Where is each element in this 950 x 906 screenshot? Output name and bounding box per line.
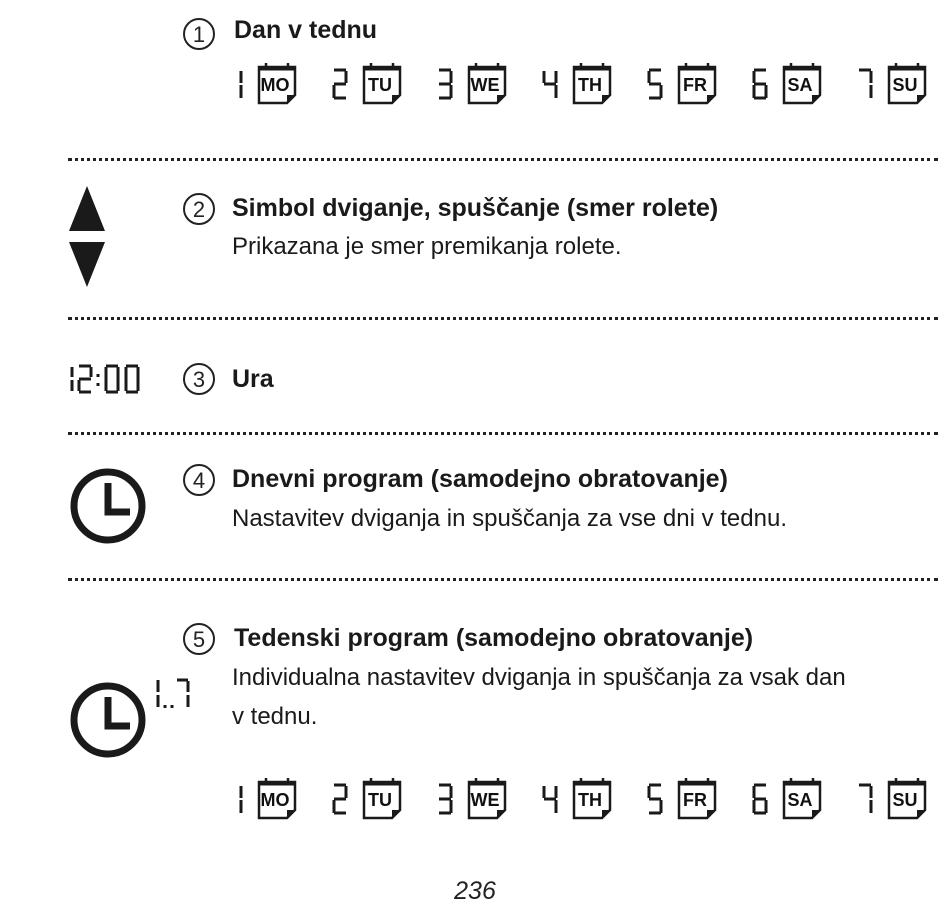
weekday-row-1	[225, 62, 940, 106]
calendar-icon-th	[572, 62, 614, 106]
section-number-4: 4	[183, 464, 215, 496]
calendar-icon-th	[572, 777, 614, 821]
day-label-sa: SA	[787, 75, 813, 95]
section-4-heading: Dnevni program (samodejno obratovanje)	[232, 465, 728, 493]
day-label-we: WE	[470, 75, 500, 95]
section-3-heading: Ura	[232, 365, 274, 393]
day-label-th: TH	[578, 75, 602, 95]
day-digit-1	[227, 68, 243, 100]
section-number-3: 3	[183, 363, 215, 395]
section-number-2: 2	[183, 193, 215, 225]
divider-2	[68, 317, 938, 320]
calendar-icon-we	[467, 777, 509, 821]
weekly-clock-icon	[68, 680, 148, 760]
calendar-icon-sa	[782, 62, 824, 106]
day-label-mo: MO	[260, 75, 290, 95]
day-label-sa: SA	[787, 790, 813, 810]
day-digit-1	[227, 783, 243, 815]
section-5-description-line-1: Individualna nastavitev dviganja in spuščanja za vsak dan	[232, 664, 846, 691]
day-label-mo: MO	[260, 790, 290, 810]
section-2-heading: Simbol dviganje, spuščanje (smer rolete)	[232, 194, 719, 222]
section-number-1: 1	[183, 18, 215, 50]
section-2-description: Prikazana je smer premikanja rolete.	[232, 233, 622, 260]
day-digit-2	[332, 68, 348, 100]
section-1-heading: Dan v tednu	[234, 16, 378, 44]
day-label-fr: FR	[683, 75, 707, 95]
clock-icon	[68, 466, 148, 546]
weekday-row-2	[225, 777, 940, 821]
day-label-su: SU	[892, 75, 918, 95]
day-label-we: WE	[470, 790, 500, 810]
day-digit-3	[437, 783, 453, 815]
day-range-display-icon	[153, 678, 191, 710]
day-label-fr: FR	[683, 790, 707, 810]
arrow-down-icon	[69, 242, 105, 287]
calendar-icon-su	[887, 777, 929, 821]
day-digit-6	[752, 68, 768, 100]
divider-1	[68, 158, 938, 161]
calendar-icon-sa	[782, 777, 824, 821]
day-digit-5	[647, 68, 663, 100]
day-label-su: SU	[892, 790, 918, 810]
section-number-5: 5	[183, 623, 215, 655]
section-5-heading: Tedenski program (samodejno obratovanje)	[234, 624, 754, 652]
calendar-icon-su	[887, 62, 929, 106]
calendar-icon-fr	[677, 777, 719, 821]
calendar-icon-tu	[362, 777, 404, 821]
day-digit-5	[647, 783, 663, 815]
section-4-description: Nastavitev dviganja in spuščanja za vse dni v tednu.	[232, 505, 787, 532]
arrow-up-icon	[69, 186, 105, 231]
divider-4	[68, 578, 938, 581]
day-digit-6	[752, 783, 768, 815]
calendar-icon-we	[467, 62, 509, 106]
up-down-arrows-icon	[68, 186, 106, 288]
day-digit-7	[857, 68, 873, 100]
day-digit-3	[437, 68, 453, 100]
day-digit-4	[542, 68, 558, 100]
clock-display-icon	[66, 364, 152, 394]
day-digit-4	[542, 783, 558, 815]
day-label-th: TH	[578, 790, 602, 810]
day-label-tu: TU	[368, 75, 392, 95]
divider-3	[68, 432, 938, 435]
day-label-tu: TU	[368, 790, 392, 810]
section-5-description-line-2: v tednu.	[232, 703, 318, 730]
day-digit-2	[332, 783, 348, 815]
calendar-icon-fr	[677, 62, 719, 106]
page-number: 236	[454, 877, 496, 905]
day-digit-7	[857, 783, 873, 815]
calendar-icon-mo	[257, 777, 299, 821]
calendar-icon-mo	[257, 62, 299, 106]
calendar-icon-tu	[362, 62, 404, 106]
